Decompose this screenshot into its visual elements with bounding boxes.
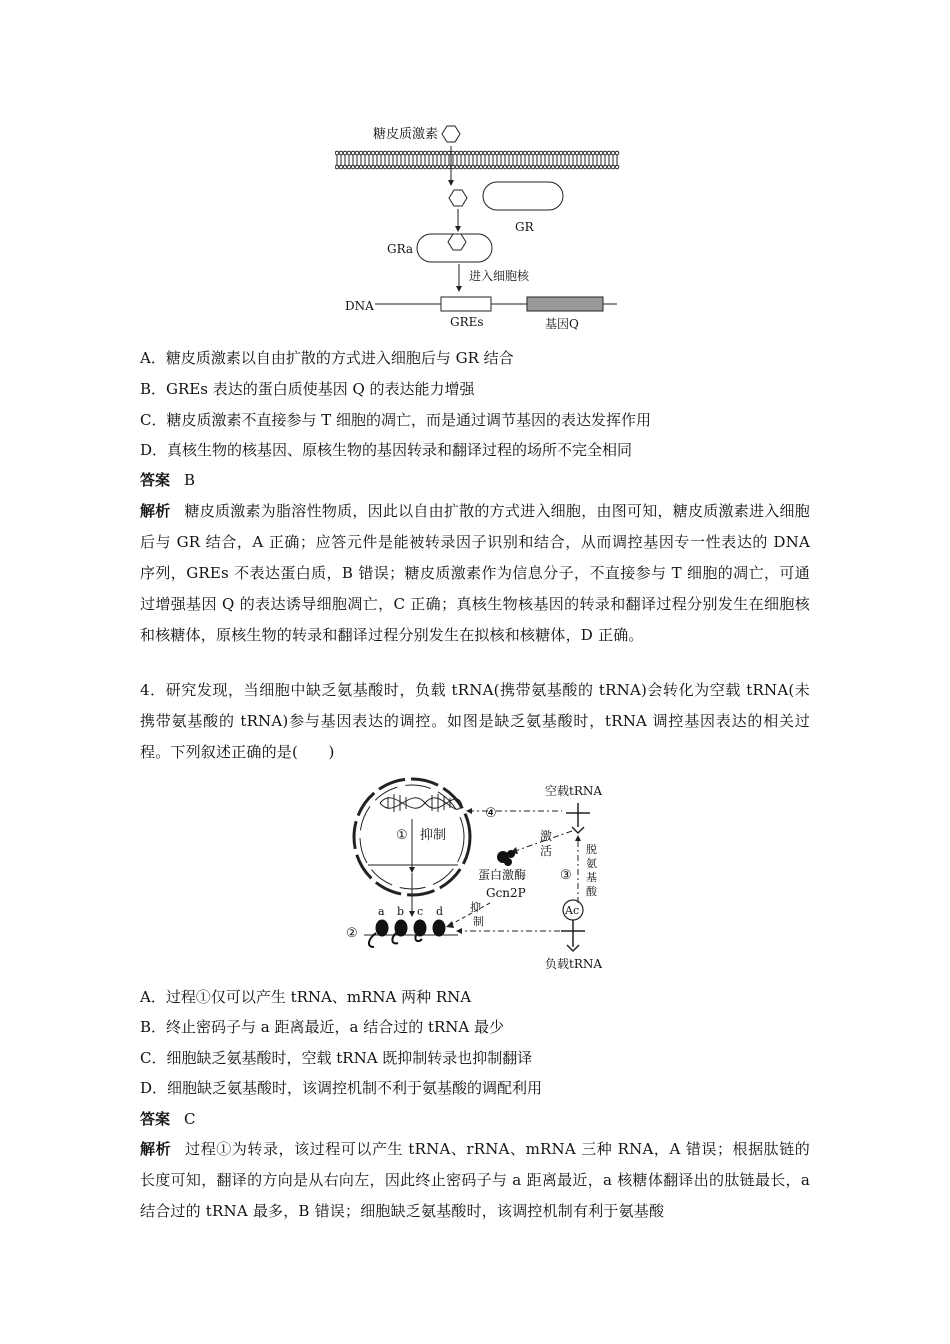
deaminoacyl-label-2: 氨 — [586, 857, 597, 870]
arrow-head — [455, 226, 461, 232]
q4-option-d: D．细胞缺乏氨基酸时，该调控机制不利于氨基酸的调配利用 — [140, 1079, 543, 1097]
step4-label: ④ — [485, 806, 497, 821]
answer-value: C — [184, 1110, 196, 1128]
gres-label: GREs — [450, 315, 484, 329]
gene-q-segment — [527, 297, 603, 311]
ribosome-d — [433, 920, 445, 936]
cell-membrane — [335, 151, 619, 169]
step2-label: ② — [346, 926, 358, 941]
arrow-head — [409, 911, 415, 917]
answer-label: 答案 — [140, 1110, 171, 1128]
gcn2p-label: Gcn2P — [486, 886, 526, 900]
analysis-label: 解析 — [140, 1140, 172, 1158]
figure-trna-regulation — [340, 775, 630, 975]
gres-segment — [441, 297, 491, 311]
q3-option-d: D．真核生物的核基因、原核生物的基因转录和翻译过程的场所不完全相同 — [140, 441, 633, 459]
arrow-head — [456, 928, 462, 934]
hormone-hexagon — [442, 126, 460, 142]
ribosome-a — [376, 920, 388, 936]
gr-receptor — [483, 182, 563, 210]
ribosome-group — [369, 920, 445, 947]
answer-value: B — [184, 471, 196, 489]
kinase-label: 蛋白激酶 — [478, 868, 527, 882]
q3-option-a: A．糖皮质激素以自由扩散的方式进入细胞后与 GR 结合 — [140, 349, 514, 367]
step3-label: ③ — [560, 868, 572, 883]
q4-option-c: C．细胞缺乏氨基酸时，空载 tRNA 既抑制转录也抑制翻译 — [140, 1049, 533, 1067]
deaminoacyl-label-3: 基 — [586, 871, 597, 884]
empty-trna-label: 空载tRNA — [545, 784, 603, 798]
answer-label: 答案 — [140, 471, 171, 489]
kinase-icon — [497, 850, 515, 866]
arrow-head — [456, 286, 462, 292]
inhibit2-label-1: 抑 — [470, 901, 481, 914]
q3-answer — [140, 470, 195, 490]
deaminoacyl-label-4: 酸 — [586, 885, 597, 898]
activate-label-1: 激 — [540, 829, 553, 843]
ribosome-label-d: d — [436, 905, 444, 918]
gene-q-label: 基因Q — [545, 317, 579, 331]
hormone-inside-hexagon — [449, 190, 467, 206]
inhibit1-label: 抑制 — [420, 828, 447, 843]
analysis-label: 解析 — [140, 502, 171, 520]
ribosome-label-a: a — [378, 905, 385, 918]
empty-trna — [566, 803, 590, 833]
enter-nucleus-label: 进入细胞核 — [469, 269, 530, 283]
arrow-head — [575, 835, 581, 841]
ribosome-b — [395, 920, 407, 936]
loaded-trna-label: 负载tRNA — [545, 957, 603, 971]
q3-option-c: C．糖皮质激素不直接参与 T 细胞的凋亡，而是通过调节基因的表达发挥作用 — [140, 411, 652, 429]
arrow-head — [448, 180, 454, 186]
q4-option-a: A．过程①仅可以产生 tRNA、mRNA 两种 RNA — [140, 988, 472, 1006]
inhibit2-label-2: 制 — [473, 915, 484, 928]
arrow-head — [409, 867, 415, 873]
gra-complex — [417, 234, 492, 262]
gra-hexagon — [448, 234, 466, 250]
loaded-trna — [561, 920, 585, 951]
hormone-label: 糖皮质激素 — [373, 127, 439, 142]
arrow-head — [466, 808, 472, 814]
q4-answer — [140, 1109, 196, 1129]
q4-stem: 4．研究发现，当细胞中缺乏氨基酸时，负载 tRNA(携带氨基酸的 tRNA)会转化为空载 tRNA(未携带氨基酸的 tRNA)参与基因表达的调控。如图是缺乏氨基酸时，tRNA 调控基因表达的相关过程。下列叙述正确的是( ) — [140, 681, 810, 761]
q3-option-b: B．GREs 表达的蛋白质使基因 Q 的表达能力增强 — [140, 380, 475, 398]
q4-option-b: B．终止密码子与 a 距离最近，a 结合过的 tRNA 最少 — [140, 1018, 505, 1036]
ribosome-label-c: c — [417, 905, 424, 918]
ribosome-c — [414, 920, 426, 936]
step1-label: ① — [396, 828, 408, 843]
arrow-head — [446, 921, 454, 928]
gra-label: GRa — [387, 242, 414, 256]
dna-helix — [380, 794, 462, 812]
q3-analysis — [140, 496, 810, 651]
analysis-text: 过程①为转录，该过程可以产生 tRNA、rRNA、mRNA 三种 RNA，A 错误；根据肽链的长度可知，翻译的方向是从右向左，因此终止密码子与 a 距离最近，a 核糖体翻译出的肽链最长，a 结合过的 tRNA 最多，B 错误；细胞缺乏氨基酸时，该调控机制有利于氨基酸 — [140, 1140, 810, 1220]
analysis-text: 糖皮质激素为脂溶性物质，因此以自由扩散的方式进入细胞，由图可知，糖皮质激素进入细胞后与 GR 结合，A 正确；应答元件是能被转录因子识别和结合，从而调控基因专一性表达的 DNA 序列，GREs 不表达蛋白质，B 错误；糖皮质激素作为信息分子，不直接参与 T 细胞的凋亡，可通过增强基因 Q 的表达诱导细胞凋亡，C 正确；真核生物核基因的转录和翻译过程分别发生在细胞核和核糖体，原核生物的转录和翻译过程分别发生在拟核和核糖体，D 正确。 — [140, 502, 810, 644]
ribosome-label-b: b — [397, 905, 405, 918]
dna-label: DNA — [345, 299, 374, 313]
q4-analysis — [140, 1134, 810, 1227]
figure-glucocorticoid-pathway — [335, 118, 625, 333]
deaminoacyl-label-1: 脱 — [586, 843, 597, 856]
activate-label-2: 活 — [540, 844, 553, 858]
gr-label: GR — [515, 220, 534, 234]
ac-label: Ac — [565, 904, 580, 917]
